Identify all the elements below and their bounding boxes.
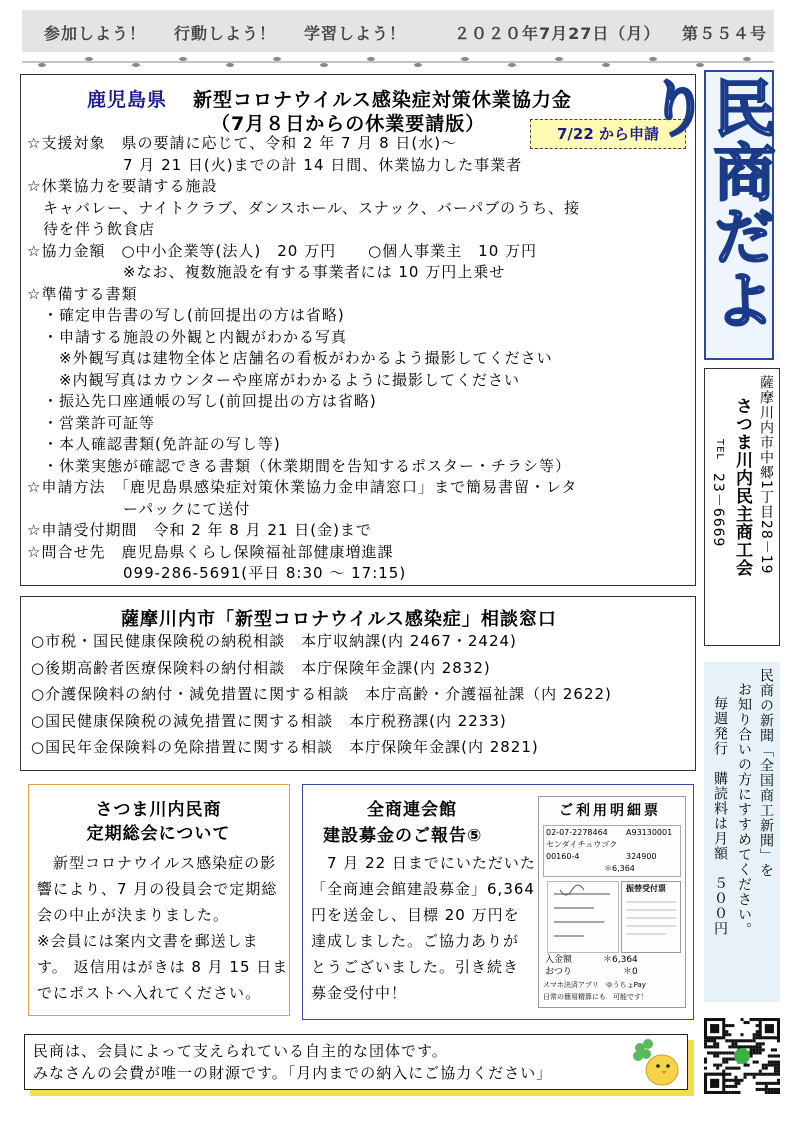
- satsuma-line: ○国民健康保険税の減免措置に関する相談 本庁税務課(内 2233): [31, 711, 507, 730]
- kagoshima-line: ☆協力金額 ○中小企業等(法人) 20 万円 ○個人事業主 10 万円: [27, 241, 538, 260]
- meeting-line: でにポストへ入れてください。: [37, 984, 262, 1002]
- kagoshima-grant-box: [20, 74, 696, 586]
- receipt-image: [538, 796, 686, 1008]
- receipt-name: センダイチュウゴク: [546, 840, 618, 849]
- kagoshima-line: ・本人確認書類(免許証の写し等): [27, 435, 281, 453]
- receipt-fields: [543, 825, 681, 877]
- receipt-number-2: 324900: [626, 852, 657, 861]
- general-meeting-box: [28, 784, 290, 1016]
- receipt-title: ご利用明細票: [559, 803, 661, 819]
- receipt-amount: ＊6,364: [604, 864, 635, 873]
- kagoshima-line: ☆申請受付期間 令和 2 年 8 月 21 日(金)まで: [27, 521, 372, 539]
- meeting-line: ※会員には案内文書を郵送しま: [37, 932, 259, 950]
- kagoshima-line: ☆支援対象 県の要請に応じて、令和 2 年 7 月 8 日(水)～: [27, 134, 458, 152]
- receipt-total-label: 入金額: [545, 955, 573, 965]
- satsuma-line: ○介護保険料の納付・減免措置に関する相談 本庁高齢・介護福祉課（内 2622): [31, 685, 612, 703]
- meeting-line: す。 返信用はがきは 8 月 15 日ま: [37, 958, 289, 976]
- issue-number: 第５５４号: [682, 24, 768, 43]
- kagoshima-line: ・休業実態が確認できる書類（休業期間を告知するポスター・チラシ等）: [27, 456, 572, 475]
- news-line-2: お知り合いの方にすすめてください。: [736, 682, 752, 937]
- receipt-account: 02-07-2278464: [546, 828, 608, 837]
- slogan-act: 行動しよう！: [174, 24, 277, 43]
- meeting-line: 響により、7 月の役員会で定期総: [37, 880, 278, 898]
- receipt-handwriting: [547, 881, 619, 953]
- news-line-1: 民商の新聞「全国商工新聞」を: [758, 668, 774, 878]
- satsuma-line: ○市税・国民健康保険税の納税相談 本庁収納課(内 2467・2424): [31, 632, 517, 650]
- kagoshima-line: ※内観写真はカウンターや座席がわかるように撮影してください: [27, 370, 520, 389]
- receipt-change: ＊0: [623, 967, 638, 977]
- receipt-number-1: 00160-4: [546, 852, 580, 861]
- kaikan-line: 7 月 22 日までにいただいた: [311, 854, 536, 872]
- leaf-divider: [22, 54, 774, 70]
- news-line-3: 毎週発行 購読料は月額 ５００円: [712, 696, 728, 936]
- tel-label: TEL: [714, 439, 725, 460]
- org-address: 薩摩川内市中郷1丁目28－19: [758, 375, 774, 575]
- kaikan-line: とうございました。引き続き: [311, 958, 520, 976]
- kagoshima-subtitle: （7月８日からの休業要請版）: [211, 113, 486, 135]
- kagoshima-line: ☆休業協力を要請する施設: [27, 177, 218, 195]
- footer-message-box: [24, 1034, 688, 1090]
- kagoshima-line: ・申請する施設の外観と内観がわかる写真: [27, 327, 348, 346]
- kaikan-line: 募金受付中！: [311, 984, 408, 1002]
- satsuma-consult-box: [20, 596, 696, 771]
- receipt-total: ＊6,364: [603, 955, 638, 965]
- footer-line-2: みなさんの会費が唯一の財源です。「月内までの納入にご協力ください」: [33, 1064, 553, 1082]
- newspaper-promo-box: [704, 662, 780, 1002]
- receipt-footer-1: スマホ決済アプリ ゆうちょPay: [543, 981, 646, 989]
- slogan-participate: 参加しよう！: [44, 24, 147, 43]
- kagoshima-line: ☆問合せ先 鹿児島県くらし保険福祉部健康増進課: [27, 542, 394, 561]
- satsuma-line: ○国民年金保険料の免除措置に関する相談 本庁保険年金課(内 2821): [31, 738, 539, 756]
- chick-clover-illustration: [630, 1036, 682, 1088]
- address-box: [704, 368, 780, 646]
- kagoshima-line: ・確定申告書の写し(前回提出の方は省略): [27, 306, 345, 324]
- apply-date-badge: 7/22 から申請: [530, 119, 686, 149]
- slogan-learn: 学習しよう！: [304, 24, 407, 43]
- kagoshima-pref-label: 鹿児島県: [87, 89, 168, 111]
- kagoshima-line: ーパックにて送付: [27, 499, 251, 518]
- org-name: さつま川内民主商工会: [732, 397, 752, 577]
- meeting-line: 会の中止が決まりました。: [37, 906, 230, 924]
- masthead: [637, 70, 776, 360]
- kagoshima-line: ☆申請方法 「鹿児島県感染症対策休業協力金申請窓口」まで簡易書留・レタ: [27, 478, 578, 496]
- meeting-line: 新型コロナウイルス感染症の影: [37, 854, 277, 872]
- kagoshima-line: ・振込先口座通帳の写し(前回提出の方は省略): [27, 392, 377, 410]
- kaikan-line: 達成しました。ご協力ありが: [311, 932, 520, 950]
- kagoshima-line: ※なお、複数施設を有する事業者には 10 万円上乗せ: [27, 263, 506, 281]
- receipt-footer-2: 日常の簡易精算にも 可能です！: [543, 993, 648, 1001]
- kagoshima-line: ・営業許可証等: [27, 413, 156, 432]
- kagoshima-line: 7 月 21 日(火)までの計 14 日間、休業協力した事業者: [27, 155, 523, 174]
- receipt-change-label: おつり: [545, 967, 572, 977]
- satsuma-title: 薩摩川内市「新型コロナウイルス感染症」相談窓口: [121, 609, 557, 630]
- kagoshima-line: キャバレー、ナイトクラブ、ダンスホール、スナック、バーパブのうち、接: [27, 198, 581, 217]
- kagoshima-line: ※外観写真は建物全体と店舗名の看板がわかるよう撮影してください: [27, 349, 553, 367]
- qr-code[interactable]: [704, 1018, 780, 1094]
- kagoshima-line: ☆準備する書類: [27, 284, 138, 303]
- kagoshima-title: 新型コロナウイルス感染症対策休業協力金: [193, 89, 572, 111]
- masthead-title: 民商だより: [637, 76, 776, 332]
- kaikan-title-2: 建設募金のご報告⑤: [323, 826, 483, 846]
- meeting-title: 定期総会について: [86, 824, 231, 844]
- header-bar: [22, 10, 774, 52]
- receipt-code: A93130001: [626, 828, 673, 837]
- issue-date: ２０２０年7月27日（月）: [454, 24, 661, 43]
- kaikan-line: 円を送金し、目標 20 万円を: [311, 906, 520, 924]
- kaikan-line: 「全商連会館建設募金」6,364: [311, 880, 535, 898]
- kaikan-title-1: 全商連会館: [367, 800, 457, 820]
- kagoshima-line: 待を伴う飲食店: [27, 220, 156, 238]
- org-tel: 23－6669: [710, 473, 726, 548]
- footer-line-1: 民商は、会員によって支えられている自主的な団体です。: [33, 1042, 448, 1060]
- kagoshima-line: 099-286-5691(平日 8:30 ～ 17:15): [27, 564, 407, 582]
- receipt-stamp: [621, 881, 681, 953]
- satsuma-line: ○後期高齢者医療保険料の納付相談 本庁保険年金課(内 2832): [31, 658, 491, 677]
- meeting-title-org: さつま川内民商: [95, 800, 222, 820]
- receipt-stamp-label: 振替受付票: [626, 884, 666, 893]
